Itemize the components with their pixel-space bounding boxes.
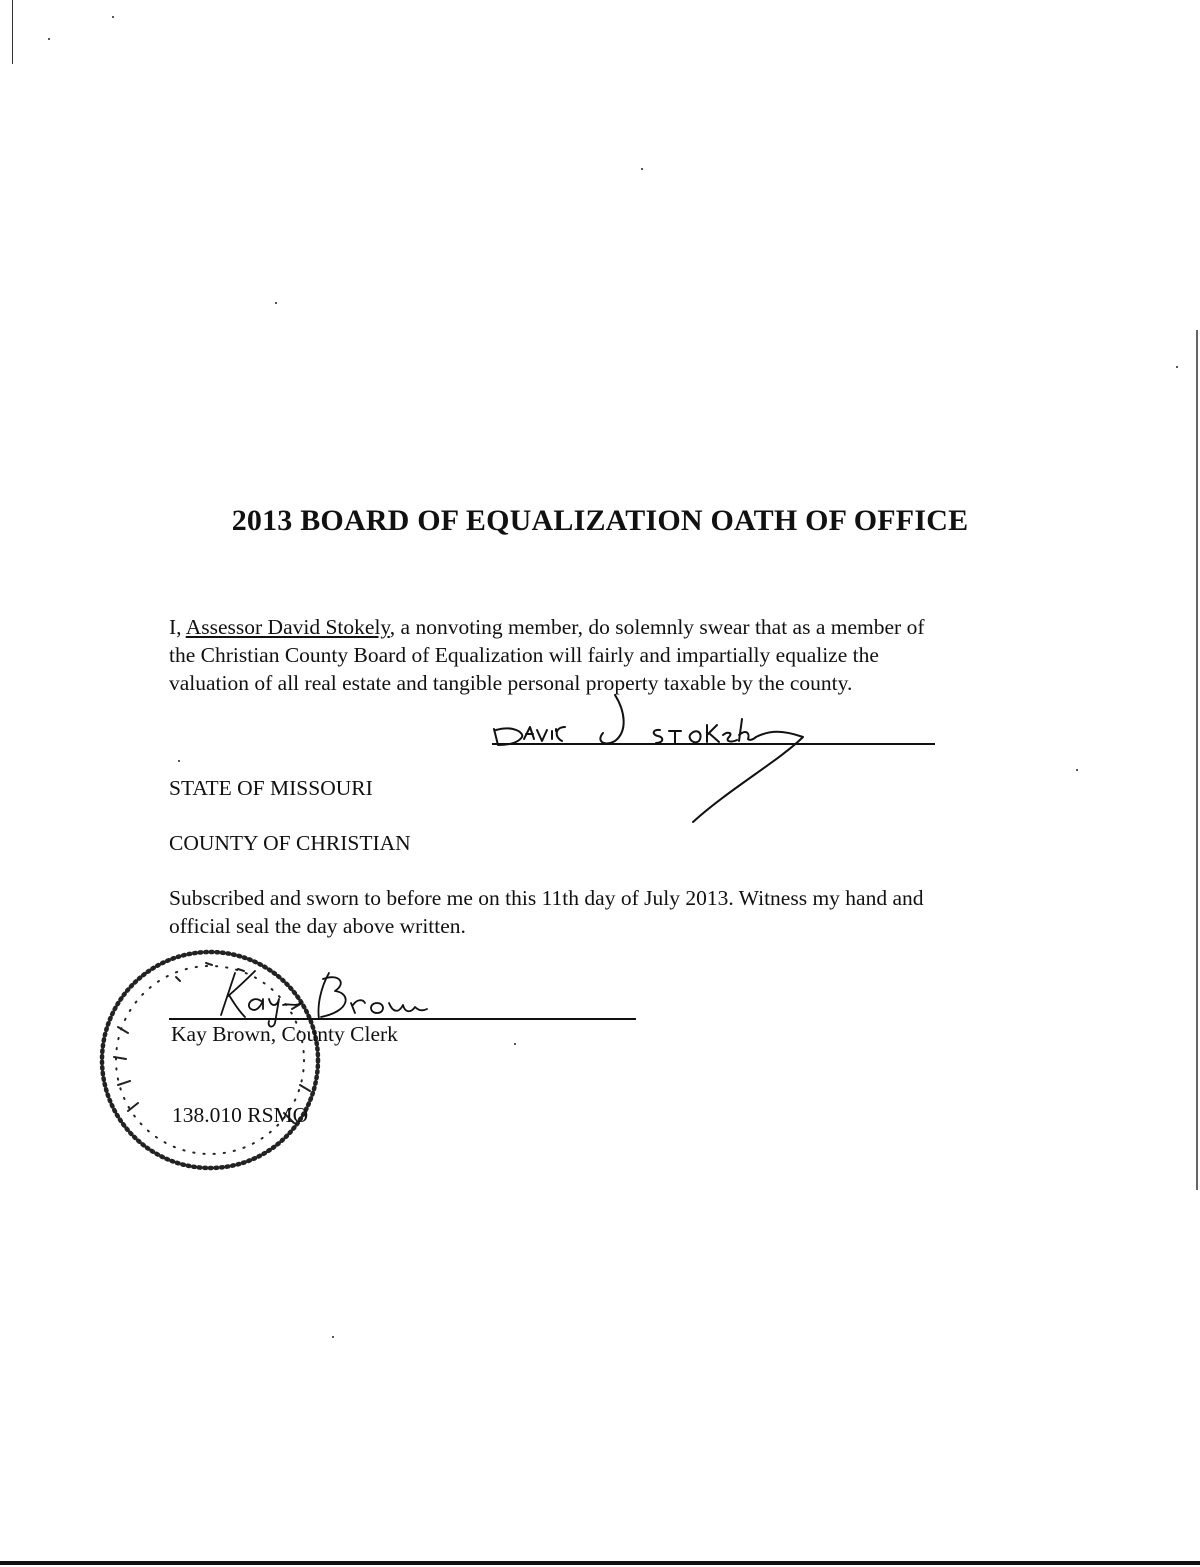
- scan-edge-bottom: [0, 1561, 1200, 1565]
- assessor-name: Assessor David Stokely: [185, 615, 390, 639]
- scan-edge-right: [1196, 330, 1198, 1190]
- oath-line-3: valuation of all real estate and tangible personal property taxable by the county.: [169, 671, 853, 695]
- assessor-signature: [488, 675, 848, 835]
- scan-speck: [178, 760, 180, 762]
- scan-speck: [514, 1043, 516, 1045]
- scan-speck: [275, 302, 277, 304]
- oath-line-1: [169, 613, 1049, 641]
- oath-line-1-rest: , a nonvoting member, do solemnly swear that as a member of: [389, 615, 925, 639]
- scan-speck: [332, 1336, 334, 1338]
- oath-prefix: I,: [169, 615, 186, 639]
- scan-speck: [641, 168, 643, 170]
- county-venue: COUNTY OF CHRISTIAN: [169, 831, 411, 855]
- scan-speck: [1076, 769, 1078, 771]
- statute-reference: 138.010 RSMO: [172, 1103, 309, 1127]
- state-venue: STATE OF MISSOURI: [169, 776, 373, 800]
- clerk-name-title: Kay Brown, County Clerk: [171, 1022, 398, 1046]
- jurat-line-1: Subscribed and sworn to before me on this 11th day of July 2013. Witness my hand and: [169, 886, 924, 910]
- scan-edge-left: [12, 0, 13, 64]
- oath-line-2: the Christian County Board of Equalization will fairly and impartially equalize the: [169, 643, 879, 667]
- jurat-line-2: official seal the day above written.: [169, 914, 466, 938]
- scan-speck: [112, 16, 114, 18]
- scan-speck: [1176, 366, 1178, 368]
- jurat-paragraph: [169, 884, 1049, 940]
- document-title: 2013 BOARD OF EQUALIZATION OATH OF OFFICE: [231, 504, 969, 537]
- scan-speck: [48, 38, 50, 40]
